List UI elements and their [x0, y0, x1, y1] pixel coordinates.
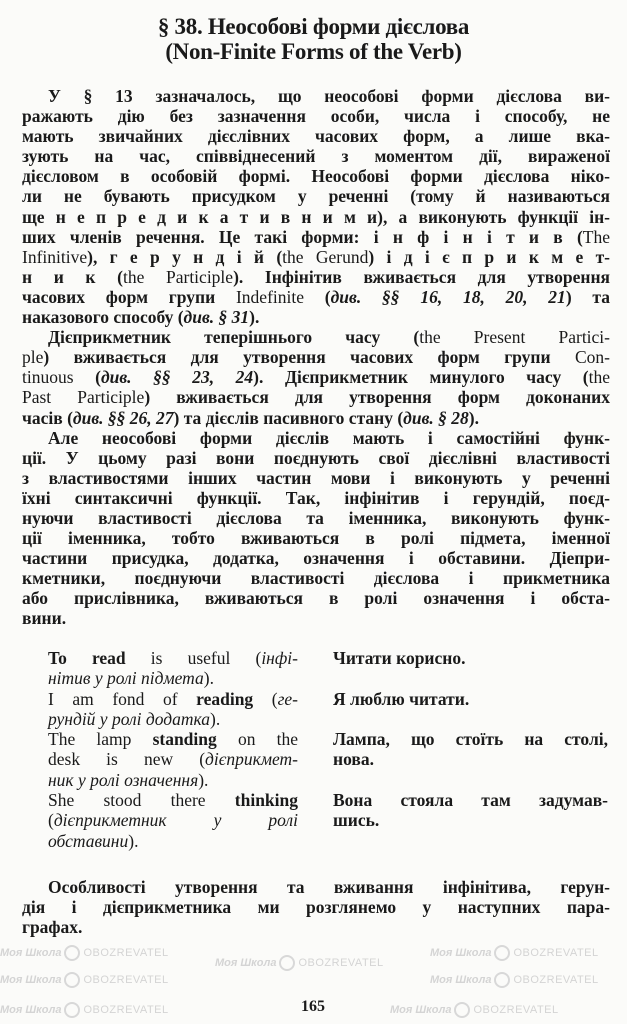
text-line [22, 508, 610, 528]
text-line [22, 367, 610, 387]
paragraph [22, 327, 610, 427]
text-line [48, 709, 298, 729]
watermark [215, 955, 384, 971]
text-segment: ple [22, 347, 44, 368]
text-line [48, 729, 298, 749]
watermark-brand-obozrevatel: OBOZREVATEL [83, 974, 169, 986]
text-segment: Past Participle [22, 387, 145, 408]
text-segment: I am fond of [48, 688, 197, 709]
body-text [22, 86, 610, 629]
watermark-brand-moya-shkola: Моя Школа [0, 947, 62, 959]
text-segment: вини. [22, 608, 67, 629]
text-segment: ( [253, 688, 278, 709]
text-line [22, 267, 610, 287]
text-line [22, 227, 610, 247]
watermark-brand-moya-shkola: Моя Школа [390, 1004, 452, 1016]
watermark [0, 1002, 169, 1018]
text-line [22, 327, 610, 347]
translation-line [333, 668, 608, 688]
italic-text: інфі- [261, 648, 298, 668]
section-title-english: (Non-Finite Forms of the Verb) [165, 39, 462, 64]
text-segment: ції. У цьому разі вони поєднують свої дієслівні властивості [22, 447, 610, 468]
translation-line: Читати корисно. [333, 648, 466, 668]
text-segment: ). [210, 708, 221, 729]
text-segment: часових форм групи [22, 286, 236, 307]
text-segment: the Participle [122, 266, 234, 287]
text-segment: графах. [22, 917, 83, 937]
text-segment: кметники, поєднуючи властивості дієслова і прикметника [22, 568, 610, 589]
text-line [22, 408, 610, 428]
text-segment: ). [468, 407, 479, 428]
text-line [22, 307, 610, 327]
page-number: 165 [301, 998, 325, 1015]
text-segment: Con- [575, 347, 610, 368]
watermark-brand-moya-shkola: Моя Школа [430, 947, 492, 959]
watermark-brand-moya-shkola: Моя Школа [0, 974, 62, 986]
text-line [22, 247, 610, 267]
text-line [22, 126, 610, 146]
italic-text: рундій у ролі додатка [48, 708, 210, 729]
italic-text: див. § 31 [183, 307, 250, 328]
text-segment: The [582, 226, 610, 247]
text-segment: ли не бувають присудком у реченні (тому й називаються [22, 186, 610, 207]
text-segment: ), г е р у н д і й ( [87, 246, 283, 267]
text-line [22, 897, 610, 917]
watermark-logo-icon [494, 972, 510, 988]
watermark-brand-moya-shkola: Моя Школа [430, 974, 492, 986]
text-line [22, 287, 610, 307]
text-segment: У § 13 зазначалось, що неособові форми дієслова ви- [48, 86, 610, 106]
text-segment: She stood there [48, 790, 235, 811]
italic-text: див. §§ 23, 24 [100, 367, 254, 388]
examples-english-column [48, 648, 298, 851]
text-line [22, 106, 610, 126]
text-segment: ) та [565, 286, 610, 307]
text-segment: desk is new ( [48, 749, 206, 770]
text-segment: ). Інфінітив вживається для утворення [233, 266, 610, 287]
text-line [22, 387, 610, 407]
translation-line: нова. [333, 749, 374, 770]
text-segment: standing [152, 729, 217, 750]
text-segment: Indefinite [235, 286, 304, 307]
text-line [48, 770, 298, 790]
watermark [430, 972, 599, 988]
final-paragraph [22, 877, 610, 937]
text-segment: з властивостями інших частин мови і виконують у реченні [22, 467, 610, 488]
italic-text: див. §§ 26, 27 [72, 407, 174, 428]
watermark [390, 1002, 559, 1018]
text-line [48, 648, 298, 668]
text-line [48, 831, 298, 851]
watermark-logo-icon [64, 945, 80, 961]
translation-line: Я люблю читати. [333, 688, 470, 709]
text-segment: або прислівника, вживаються в ролі означення і обста- [22, 588, 610, 609]
watermark-brand-obozrevatel: OBOZREVATEL [298, 957, 384, 969]
text-line [22, 207, 610, 227]
text-segment: the Present Partici- [419, 327, 610, 348]
italic-text: дієприкметник у ролі [53, 810, 298, 831]
text-segment: дієсловом в особовій формі. Неособові форми дієслова ніко- [22, 166, 610, 187]
watermark-brand-obozrevatel: OBOZREVATEL [473, 1004, 559, 1016]
text-line [22, 548, 610, 568]
text-segment: ще н е п р е д и к а т и в н и м и), а виконують функції ін- [22, 206, 610, 227]
text-segment: the Gerund [282, 246, 369, 267]
text-segment: thinking [234, 790, 298, 811]
italic-text: ник у ролі означення [48, 769, 199, 790]
text-segment: ). [128, 830, 139, 851]
translation-line: Вона стояла там задумав- [333, 790, 608, 811]
text-line [22, 528, 610, 548]
text-segment: ших членів речення. Це такі форми: і н ф і н і т и в ( [22, 226, 583, 247]
watermark-logo-icon [279, 955, 295, 971]
watermark-brand-moya-shkola: Моя Школа [215, 957, 277, 969]
text-segment: нуючи властивості дієслова та іменника, виконують функ- [22, 507, 610, 528]
text-segment: the [588, 367, 611, 388]
text-segment: Особливості утворення та вживання інфінітива, герун- [48, 877, 610, 897]
text-line [48, 668, 298, 688]
paragraph [22, 86, 610, 327]
translation-line: Лампа, що стоїть на столі, [333, 729, 608, 750]
text-segment: дія і дієприкметника ми розглянемо у наступних пара- [22, 897, 610, 917]
text-segment: ) вживається для утворення часових форм групи [43, 347, 575, 368]
text-segment: ) вживається для утворення форм доконаних [144, 387, 610, 408]
text-segment: ). [249, 307, 260, 328]
text-line [22, 428, 610, 448]
text-segment: ражають дію без зазначення особи, числа і способу, не [22, 106, 610, 127]
text-segment: часів ( [22, 407, 73, 428]
text-line [22, 86, 610, 106]
italic-text: дієприкмет- [205, 749, 298, 770]
text-line [22, 166, 610, 186]
text-segment: частини присудка, додатка, означення і обставини. Діепри- [22, 548, 610, 569]
text-line [22, 448, 610, 468]
text-segment: tinuous [22, 367, 74, 388]
section-title [0, 14, 627, 64]
translation-line [333, 709, 608, 729]
text-segment: їхні синтаксичні функції. Так, інфінітив і герундій, поєд- [22, 487, 610, 508]
watermark-logo-icon [454, 1002, 470, 1018]
text-line [22, 186, 610, 206]
section-title-ukrainian: § 38. Неособові форми дієслова [157, 14, 470, 39]
text-segment: read [91, 648, 126, 668]
text-segment: ). [203, 668, 214, 689]
examples-ukrainian-column [333, 648, 608, 851]
text-line [22, 877, 610, 897]
text-segment: on the [216, 729, 298, 750]
text-segment: ( [73, 367, 101, 388]
text-line [22, 468, 610, 488]
text-line [22, 917, 610, 937]
watermark-logo-icon [494, 945, 510, 961]
italic-text: обставини [48, 830, 129, 851]
italic-text: нітив у ролі підмета [48, 668, 204, 689]
text-segment: Infinitive [22, 246, 88, 267]
text-segment: зують на час, співвіднесений з моментом дії, вираженої [22, 146, 610, 167]
watermark-brand-obozrevatel: OBOZREVATEL [83, 1004, 169, 1016]
text-segment: Але неособові форми дієслів мають і самостійні функ- [48, 427, 610, 448]
translation-line [333, 770, 608, 790]
text-segment: To [48, 648, 92, 668]
watermark-logo-icon [64, 1002, 80, 1018]
text-segment: ( [48, 810, 54, 831]
text-line [48, 810, 298, 830]
text-line [48, 749, 298, 769]
text-line [48, 689, 298, 709]
watermark-brand-obozrevatel: OBOZREVATEL [83, 947, 169, 959]
text-segment: ) та дієслів пасивного стану ( [173, 407, 404, 428]
text-segment: The lamp [48, 729, 153, 750]
paragraph [22, 428, 610, 629]
translation-line: шись. [333, 810, 380, 831]
italic-text: див. § 28 [403, 407, 469, 428]
watermark-logo-icon [64, 972, 80, 988]
text-segment: ції іменника, тобто вживаються в ролі підмета, іменної [22, 528, 610, 549]
italic-text: ге- [277, 688, 298, 709]
text-segment: Дієприкметник теперішнього часу ( [48, 327, 420, 348]
translation-line [333, 831, 608, 851]
text-segment: ( [304, 286, 331, 307]
text-segment: ). [198, 769, 209, 790]
text-segment: ) і д і є п р и к м е т- [368, 246, 610, 267]
text-line [22, 488, 610, 508]
text-line [22, 608, 610, 628]
text-segment: reading [196, 688, 254, 709]
text-segment: н и к ( [22, 266, 123, 287]
watermark-brand-obozrevatel: OBOZREVATEL [513, 947, 599, 959]
watermark-brand-obozrevatel: OBOZREVATEL [513, 974, 599, 986]
watermark [0, 972, 169, 988]
text-segment: мають звичайних дієслівних часових форм, а лише вка- [22, 126, 610, 147]
text-segment: наказового способу ( [22, 307, 184, 328]
text-line [22, 347, 610, 367]
watermark [0, 945, 169, 961]
italic-text: див. §§ 16, 18, 20, 21 [330, 286, 566, 307]
watermark [430, 945, 599, 961]
text-line [22, 568, 610, 588]
text-line [22, 146, 610, 166]
text-segment: ). Дієприкметник минулого часу ( [253, 367, 589, 388]
watermark-brand-moya-shkola: Моя Школа [0, 1004, 62, 1016]
text-segment: is useful ( [125, 648, 262, 668]
text-line [22, 588, 610, 608]
text-line [48, 790, 298, 810]
